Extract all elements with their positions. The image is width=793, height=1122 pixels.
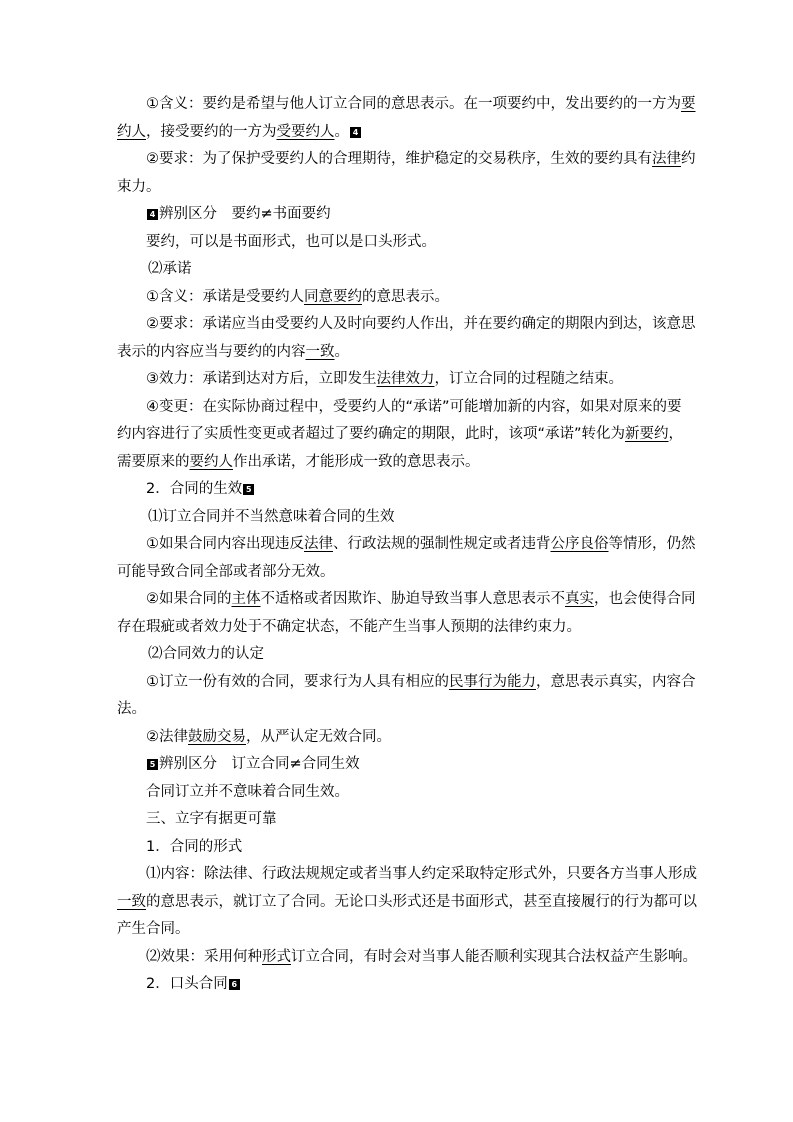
underlined-term: 要约人	[189, 453, 233, 470]
text-run: 存在瑕疵或者效力处于不确定状态，不能产生当事人预期的法律约束力。	[117, 618, 581, 635]
text-line	[117, 779, 681, 807]
text-line	[117, 641, 681, 669]
text-line	[117, 669, 696, 697]
text-run: ，订立合同的过程随之结束。	[434, 371, 623, 387]
text-run: 的意思表示，就订立了合同。无论口头形式还是书面形式，甚至直接履行的行为都可以	[146, 893, 697, 910]
text-line	[117, 394, 681, 422]
text-line	[117, 146, 696, 174]
text-run: 产生合同。	[117, 921, 190, 937]
text-line	[117, 476, 681, 504]
text-line	[117, 201, 681, 229]
text-line	[117, 916, 681, 944]
text-line	[117, 174, 681, 202]
text-line	[117, 366, 681, 394]
text-line	[117, 504, 681, 532]
text-line	[117, 724, 681, 752]
underlined-term: 受要约人	[276, 123, 335, 140]
text-run: 需要原来的	[117, 453, 190, 470]
text-line	[117, 311, 696, 339]
text-run: ②要求：为了保护受要约人的合理期待，维护稳定的交易秩序，生效的要约具有	[146, 151, 652, 167]
text-line	[117, 971, 681, 999]
text-line	[117, 806, 681, 834]
text-line	[117, 889, 697, 917]
text-line	[117, 861, 697, 889]
underlined-term: 法律	[304, 536, 333, 552]
text-run: ①含义：承诺是受要约人	[146, 288, 304, 305]
text-line	[117, 284, 681, 312]
text-run: 法。	[117, 701, 146, 717]
text-run: 作出承诺，才能形成一致的意思表示。	[233, 453, 480, 470]
text-run: ⑵合同效力的认定	[148, 646, 264, 662]
text-run: 不适格或者因欺诈、胁迫导致当事人意思表示不	[260, 591, 565, 607]
text-run: 2．口头合同	[146, 976, 228, 992]
text-run: ，接受要约的一方为	[146, 123, 277, 140]
underlined-term: 新要约	[625, 426, 669, 442]
text-line	[117, 91, 696, 119]
text-run: 要约，可以是书面形式，也可以是口头形式。	[146, 233, 436, 250]
underlined-term: 法律效力	[376, 371, 435, 387]
text-run: 2．合同的生效	[146, 481, 243, 497]
footnote-mark-icon: 5	[243, 484, 254, 495]
text-line	[117, 229, 681, 257]
text-line	[117, 449, 681, 477]
text-run: 的意思表示。	[362, 288, 449, 305]
text-run: 三、立字有据更可靠	[146, 811, 277, 827]
underlined-term: 公序良俗	[550, 536, 609, 552]
text-run: 约	[681, 151, 696, 167]
underlined-term: 要	[681, 96, 696, 112]
text-run: ，也会使得合同	[594, 591, 696, 607]
text-run: 。	[334, 343, 349, 360]
text-line	[117, 586, 696, 614]
text-run: ②要求：承诺应当由受要约人及时向要约人作出，并在要约确定的期限内到达，该意思	[146, 316, 696, 332]
text-line	[117, 944, 697, 972]
text-line	[117, 531, 696, 559]
text-run: ，意思表示真实，内容合	[536, 673, 696, 690]
text-run: 表示的内容应当与要约的内容	[117, 343, 306, 360]
underlined-term: 真实	[565, 591, 594, 607]
text-run: ①含义：要约是希望与他人订立合同的意思表示。在一项要约中，发出要约的一方为	[146, 96, 681, 112]
text-run: ④变更：在实际协商过程中，受要约人的“承诺”可能增加新的内容，如果对原来的要	[146, 398, 682, 415]
text-run: 束力。	[117, 178, 161, 195]
underlined-term: 约人	[117, 123, 146, 140]
text-run: ③效力：承诺到达对方后，立即发生	[146, 371, 377, 387]
text-run: 可能导致合同全部或者部分无效。	[117, 563, 335, 580]
underlined-term: 一致	[305, 343, 335, 360]
text-run: 等情形，仍然	[608, 536, 696, 552]
text-run: ②如果合同的	[146, 591, 232, 607]
text-run: 订立合同，有时会对当事人能否顺利实现其合法权益产生影响。	[291, 948, 697, 965]
text-run: ⑴内容：除法律、行政法规规定或者当事人约定采取特定形式外，只要各方当事人形成	[146, 866, 697, 882]
text-run: ⑴订立合同并不当然意味着合同的生效	[148, 508, 395, 525]
text-run: 。	[334, 123, 349, 140]
underlined-term: 同意要约	[304, 288, 362, 305]
text-line	[117, 421, 684, 449]
underlined-term: 民事行为能力	[449, 673, 536, 690]
text-run: ①如果合同内容出现违反	[146, 536, 304, 552]
text-run: ②法律	[146, 728, 188, 745]
footnote-mark-icon: 5	[147, 759, 158, 770]
underlined-term: 形式	[262, 948, 291, 965]
text-line	[117, 751, 681, 779]
text-line	[117, 119, 681, 147]
underlined-term: 主体	[231, 591, 261, 607]
text-run: 1．合同的形式	[146, 838, 243, 855]
text-run: 、行政法规的强制性规定或者违背	[333, 536, 551, 552]
text-run: 辨别区分 订立合同≠合同生效	[159, 756, 360, 772]
text-line	[117, 834, 681, 862]
text-run: ①订立一份有效的合同，要求行为人具有相应的	[146, 673, 449, 690]
footnote-mark-icon: 6	[229, 979, 240, 990]
text-line	[117, 614, 681, 642]
text-line	[117, 256, 681, 284]
text-run: 合同订立并不意味着合同生效。	[146, 783, 349, 800]
text-line	[117, 339, 681, 367]
underlined-term: 法律	[652, 151, 681, 167]
text-run: 辨别区分 要约≠书面要约	[159, 206, 331, 222]
underlined-term: 鼓励交易	[188, 728, 246, 745]
text-line	[117, 559, 681, 587]
footnote-mark-icon: 4	[147, 209, 158, 220]
text-run: ，	[668, 426, 684, 442]
text-run: ⑵效果：采用何种	[146, 948, 262, 965]
footnote-mark-icon: 4	[350, 127, 361, 138]
text-run: ⑵承诺	[148, 261, 192, 277]
text-line	[117, 696, 681, 724]
underlined-term: 一致	[117, 893, 146, 910]
text-run: ，从严认定无效合同。	[246, 728, 391, 745]
text-run: 约内容进行了实质性变更或者超过了要约确定的期限，此时，该项“承诺”转化为	[117, 426, 626, 442]
